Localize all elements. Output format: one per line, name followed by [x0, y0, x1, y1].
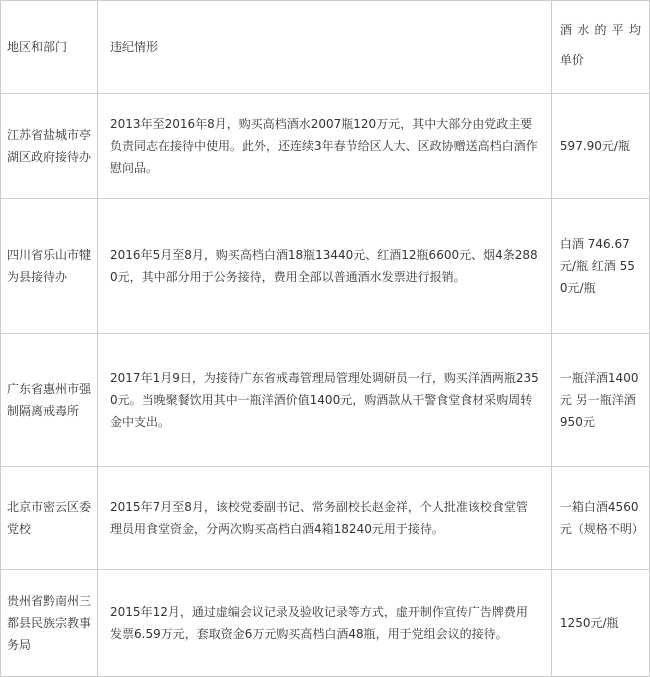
row-violation — [98, 199, 552, 334]
row-region — [1, 334, 98, 467]
row-price-text: 白酒 746.67元/瓶 红酒 550元/瓶 — [559, 237, 635, 295]
header-price-line1: 酒水的平均 — [559, 23, 641, 37]
header-region — [1, 1, 98, 94]
row-price — [551, 334, 649, 467]
header-price-line2: 单价 — [559, 53, 584, 67]
row-price-text: 1250元/瓶 — [559, 616, 619, 630]
table-row — [1, 199, 650, 334]
row-price — [551, 570, 649, 677]
row-price — [551, 94, 649, 199]
row-region — [1, 570, 98, 677]
row-price — [551, 467, 649, 570]
row-violation-text: 2013年至2016年8月，购买高档酒水2007瓶120万元，其中大部分由党政主要负责同志在接待中使用。此外，还连续3年春节给区人大、区政协赠送高档白酒作慰问品。 — [110, 117, 538, 175]
table-header-row — [1, 1, 650, 94]
row-region-text: 江苏省盐城市亭湖区政府接待办 — [7, 128, 92, 164]
row-price-text: 一箱白酒4560元（规格不明） — [559, 500, 644, 536]
row-region-text: 北京市密云区委党校 — [7, 500, 92, 536]
row-region-text: 贵州省黔南州三都县民族宗教事务局 — [7, 594, 92, 652]
row-price — [551, 199, 649, 334]
row-violation — [98, 570, 552, 677]
table-row — [1, 467, 650, 570]
row-violation — [98, 94, 552, 199]
header-violation-label: 违纪情形 — [110, 40, 159, 54]
table-row — [1, 94, 650, 199]
row-violation-text: 2017年1月9日，为接待广东省戒毒管理局管理处调研员一行，购买洋酒两瓶2350元。当晚聚餐饮用其中一瓶洋酒价值1400元，购酒款从干警食堂食材采购周转金中支出。 — [110, 371, 539, 429]
row-price-text: 597.90元/瓶 — [559, 139, 630, 153]
row-violation-text: 2015年7月至8月，该校党委副书记、常务副校长赵金祥，个人批准该校食堂管理员用食堂资金，分两次购买高档白酒4箱18240元用于接待。 — [110, 500, 528, 536]
row-region — [1, 94, 98, 199]
row-violation — [98, 334, 552, 467]
header-violation — [98, 1, 552, 94]
table-row — [1, 570, 650, 677]
row-violation-text: 2016年5月至8月，购买高档白酒18瓶13440元、红酒12瓶6600元、烟4条2880元，其中部分用于公务接待，费用全部以普通酒水发票进行报销。 — [110, 248, 538, 284]
row-violation — [98, 467, 552, 570]
row-region-text: 四川省乐山市犍为县接待办 — [7, 248, 92, 284]
row-region — [1, 467, 98, 570]
header-price — [551, 1, 649, 94]
row-region-text: 广东省惠州市强制隔离戒毒所 — [7, 382, 92, 418]
row-region — [1, 199, 98, 334]
row-violation-text: 2015年12月，通过虚编会议记录及验收记录等方式，虚开制作宣传广告牌费用发票6.59万元，套取资金6万元购买高档白酒48瓶，用于党组会议的接待。 — [110, 605, 528, 641]
table-row — [1, 334, 650, 467]
row-price-text: 一瓶洋酒1400元 另一瓶洋酒950元 — [559, 371, 639, 429]
header-region-label: 地区和部门 — [7, 40, 68, 54]
